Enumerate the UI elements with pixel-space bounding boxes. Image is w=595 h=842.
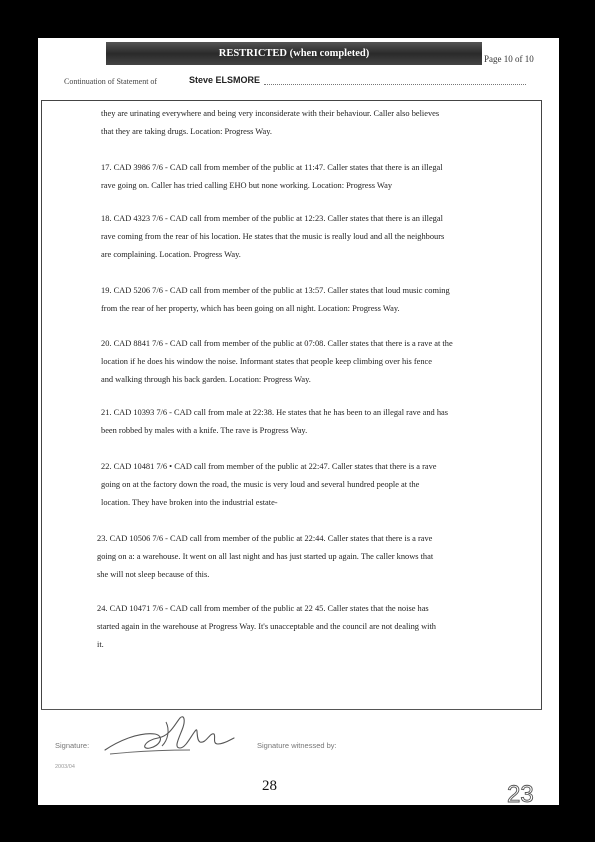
- paragraph-line: rave coming from the rear of his location. He states that the music is really loud and all the neighbours: [101, 232, 445, 241]
- page-footer-number: 28: [262, 778, 277, 794]
- form-reference: 2003/04: [55, 764, 75, 770]
- paragraph-item-21: [101, 404, 448, 440]
- corner-number-text: 23: [507, 781, 534, 808]
- paragraph-item-17: [101, 159, 443, 195]
- paragraph-line: location if he does his window the noise. Informant states that people keep climbing over his fence: [101, 357, 432, 366]
- paragraph-line: are complaining. Location. Progress Way.: [101, 250, 241, 259]
- continuation-label: Continuation of Statement of: [64, 77, 158, 86]
- paragraph-line: it.: [97, 640, 104, 649]
- paragraph-line: she will not sleep because of this.: [97, 570, 210, 579]
- paragraph-line: 24. CAD 10471 7/6 - CAD call from member of the public at 22 45. Caller states that the noise has: [97, 604, 429, 613]
- paragraph-line: that they are taking drugs. Location: Progress Way.: [101, 127, 272, 136]
- witness-label: Signature witnessed by:: [257, 741, 337, 750]
- restricted-banner: RESTRICTED (when completed): [106, 42, 482, 65]
- handwritten-signature: [100, 710, 250, 760]
- paragraph-line: and walking through his back garden. Location: Progress Way.: [101, 375, 311, 384]
- paragraph-item-19: [101, 282, 450, 318]
- paragraph-item-22: [101, 458, 437, 512]
- paragraph-line: 21. CAD 10393 7/6 - CAD call from male at 22:38. He states that he has been to an illegal rave and has: [101, 408, 449, 417]
- page-number: Page 10 of 10: [484, 54, 534, 64]
- paragraph-item-18: [101, 210, 444, 264]
- paragraph-line: 19. CAD 5206 7/6 - CAD call from member of the public at 13:57. Caller states that loud music coming: [101, 286, 450, 295]
- paragraph-continuation: [101, 105, 439, 141]
- paragraph-line: going on a: a warehouse. It went on all last night and has just started up again. The caller knows that: [97, 552, 434, 561]
- paragraph-line: 17. CAD 3986 7/6 - CAD call from member of the public at 11:47. Caller states that there is an illegal: [101, 163, 443, 172]
- handwritten-page-number: [505, 778, 549, 808]
- statement-name: Steve ELSMORE: [189, 75, 261, 85]
- paragraph-line: 20. CAD 8841 7/6 - CAD call from member of the public at 07:08. Caller states that there is a rave at the: [101, 339, 453, 348]
- signature-label: Signature:: [55, 741, 90, 750]
- paragraph-line: location. They have broken into the industrial estate-: [101, 498, 278, 507]
- paragraph-line: started again in the warehouse at Progress Way. It's unacceptable and the council are not dealing with: [97, 622, 436, 631]
- paragraph-item-24: [97, 600, 436, 654]
- paragraph-line: they are urinating everywhere and being very inconsiderate with their behaviour. Caller also believes: [101, 109, 440, 118]
- name-dotted-line: [264, 84, 526, 85]
- paragraph-line: 18. CAD 4323 7/6 - CAD call from member of the public at 12:23. Caller states that there is an illegal: [101, 214, 443, 223]
- statement-page: [38, 38, 559, 808]
- paragraph-line: 22. CAD 10481 7/6 • CAD call from member of the public at 22:47. Caller states that there is a rave: [101, 462, 437, 471]
- paragraph-line: been robbed by males with a knife. The rave is Progress Way.: [101, 426, 308, 435]
- paragraph-item-20: [101, 335, 453, 389]
- paragraph-line: from the rear of her property, which has been going on all night. Location: Progress Way.: [101, 304, 400, 313]
- paragraph-line: rave going on. Caller has tried calling EHO but none working. Location: Progress Way: [101, 181, 393, 190]
- paragraph-line: going on at the factory down the road, the music is very loud and several hundred people at the: [101, 480, 420, 489]
- paragraph-line: 23. CAD 10506 7/6 - CAD call from member of the public at 22:44. Caller states that there is a rave: [97, 534, 433, 543]
- paragraph-item-23: [97, 530, 433, 584]
